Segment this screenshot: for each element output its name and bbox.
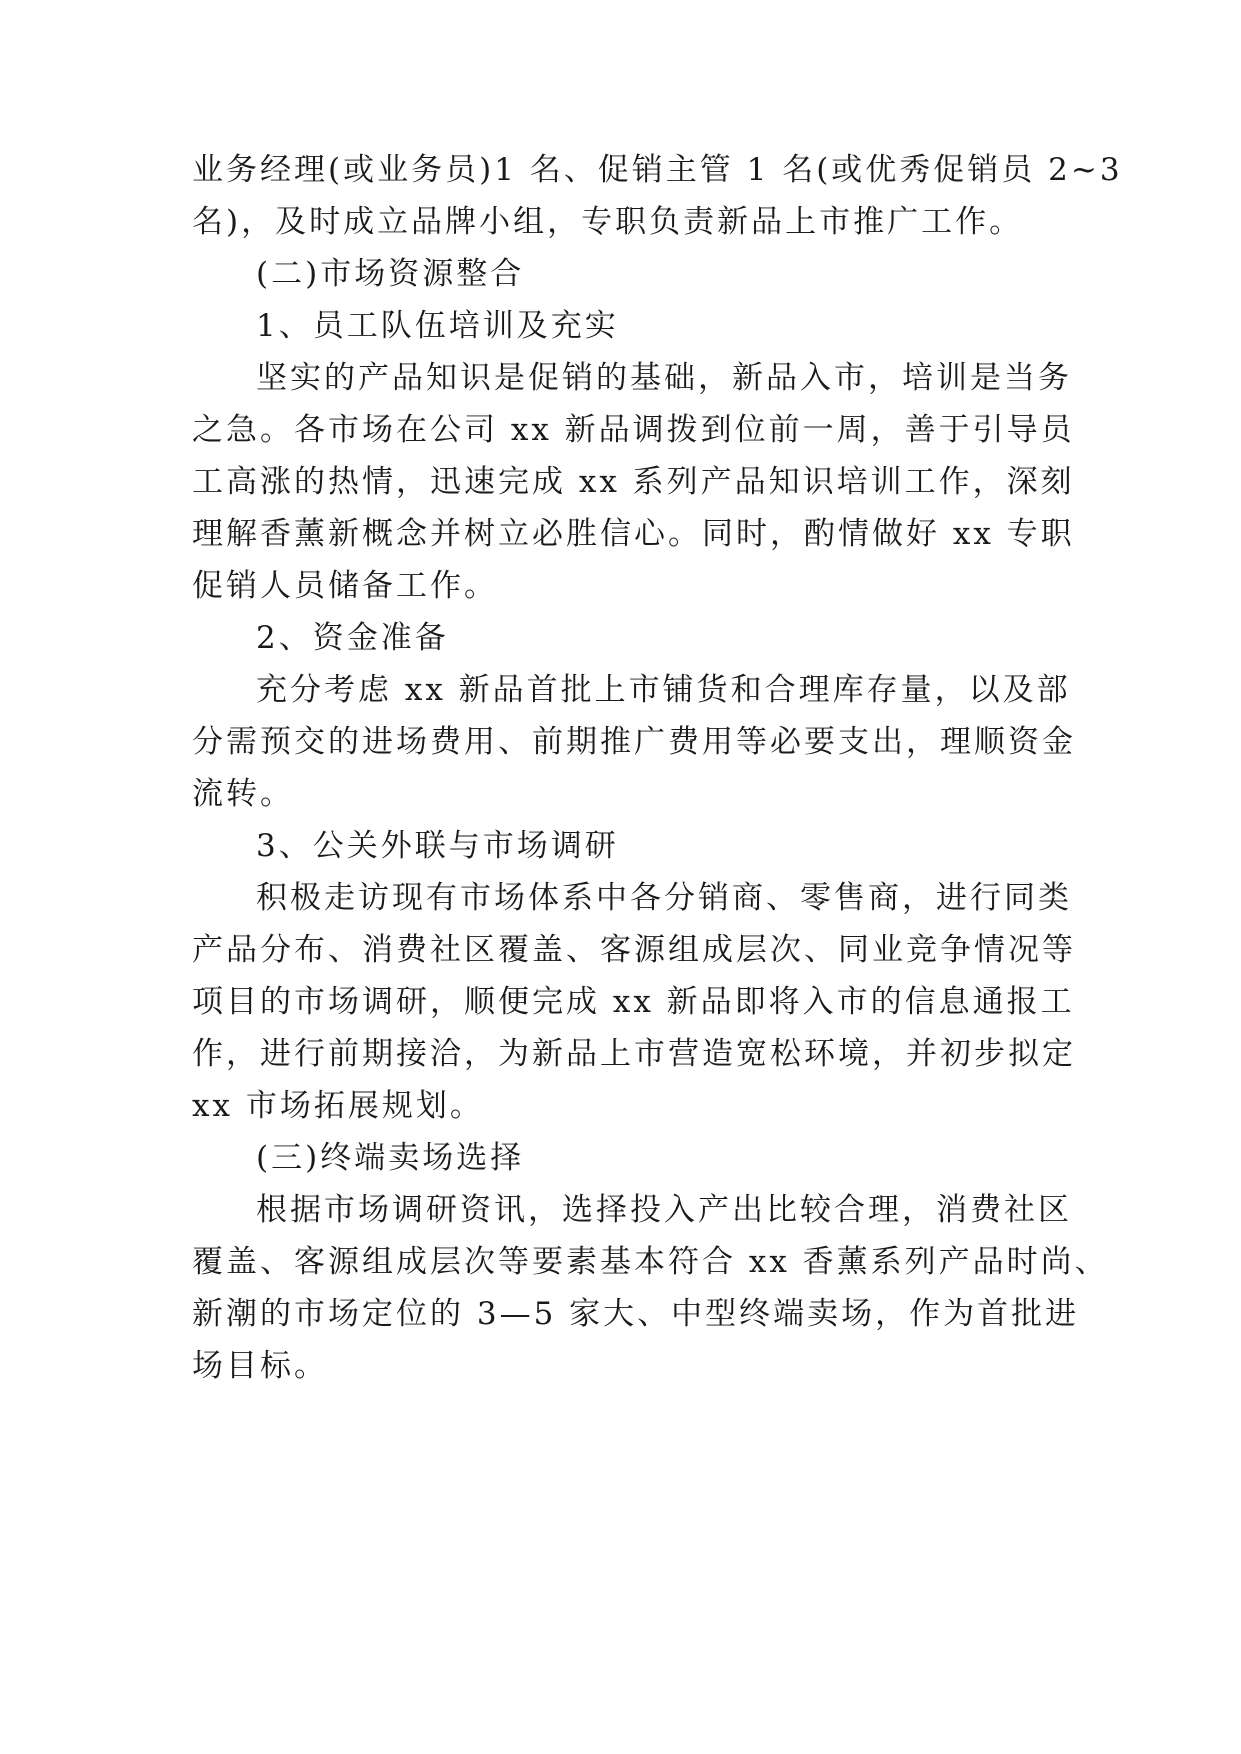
body-text-line: 项目的市场调研，顺便完成 xx 新品即将入市的信息通报工	[192, 984, 1075, 1020]
body-text-line: 分需预交的进场费用、前期推广费用等必要支出，理顺资金	[192, 724, 1076, 760]
body-text-line: 覆盖、客源组成层次等要素基本符合 xx 香薰系列产品时尚、	[192, 1244, 1109, 1280]
body-text-line: 业务经理(或业务员)1 名、促销主管 1 名(或优秀促销员 2~3	[192, 152, 1123, 188]
subsection-heading: 3、公关外联与市场调研	[256, 828, 619, 864]
body-text-line: 充分考虑 xx 新品首批上市铺货和合理库存量，以及部	[256, 672, 1071, 708]
body-text-line: 理解香薰新概念并树立必胜信心。同时，酌情做好 xx 专职	[192, 516, 1075, 552]
body-text-line: xx 市场拓展规划。	[192, 1088, 484, 1124]
section-heading: (三)终端卖场选择	[256, 1140, 525, 1176]
body-text-line: 积极走访现有市场体系中各分销商、零售商，进行同类	[256, 880, 1072, 916]
body-text-line: 场目标。	[192, 1348, 328, 1384]
subsection-heading: 1、员工队伍培训及充实	[256, 308, 619, 344]
body-text-line: 之急。各市场在公司 xx 新品调拨到位前一周，善于引导员	[192, 412, 1075, 448]
body-text-line: 根据市场调研资讯，选择投入产出比较合理，消费社区	[256, 1192, 1072, 1228]
body-text-line: 作，进行前期接洽，为新品上市营造宽松环境，并初步拟定	[192, 1036, 1076, 1072]
body-text-line: 新潮的市场定位的 3—5 家大、中型终端卖场，作为首批进	[192, 1296, 1080, 1332]
body-text-line: 产品分布、消费社区覆盖、客源组成层次、同业竞争情况等	[192, 932, 1076, 968]
body-text-line: 促销人员储备工作。	[192, 568, 498, 604]
body-text-line: 坚实的产品知识是促销的基础，新品入市，培训是当务	[256, 360, 1072, 396]
section-heading: (二)市场资源整合	[256, 256, 525, 292]
body-text-line: 名)，及时成立品牌小组，专职负责新品上市推广工作。	[192, 204, 1024, 240]
body-text-line: 工高涨的热情，迅速完成 xx 系列产品知识培训工作，深刻	[192, 464, 1075, 500]
subsection-heading: 2、资金准备	[256, 620, 449, 656]
body-text-line: 流转。	[192, 776, 294, 812]
